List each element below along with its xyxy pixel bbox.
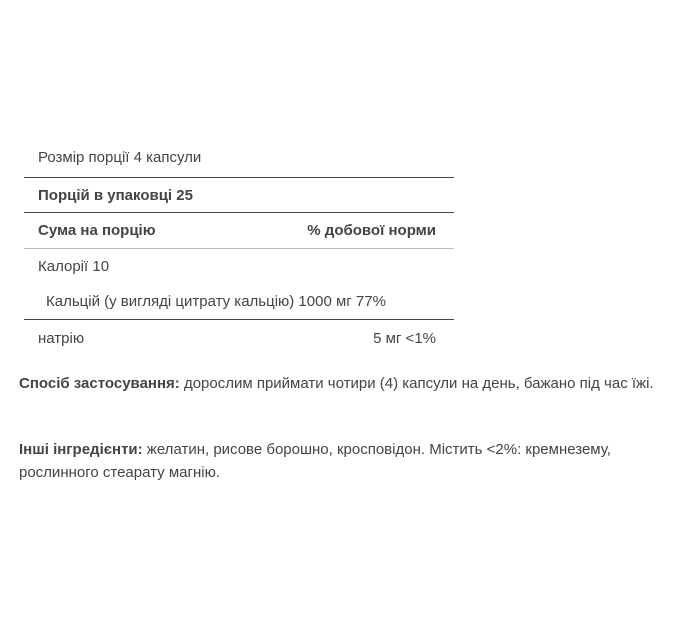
directions-paragraph (19, 372, 659, 395)
calories-row (24, 249, 454, 284)
sodium-row (24, 320, 454, 356)
calcium-text: Кальцій (у вигляді цитрату кальцію) 1000 мг 77% (46, 293, 386, 310)
calcium-row (24, 284, 454, 320)
daily-value-label: % добової норми (307, 222, 436, 239)
sodium-name: натрію (38, 329, 85, 347)
amount-per-serving-label: Сума на порцію (38, 222, 156, 239)
ingredients-text: желатин, рисове борошно, кросповідон. Містить <2%: кремнезему, рослинного стеарату магнію. (19, 441, 611, 481)
directions-label: Спосіб застосування: (19, 375, 180, 392)
serving-size-row (24, 137, 454, 178)
servings-per-container-text: Порцій в упаковці 25 (38, 186, 193, 204)
ingredients-paragraph (19, 438, 659, 484)
supplement-facts-table (24, 137, 454, 356)
calories-text: Калорії 10 (38, 258, 110, 275)
serving-size-text: Розмір порції 4 капсули (38, 148, 202, 166)
servings-per-container-row (24, 178, 454, 213)
table-header-row (24, 213, 454, 249)
ingredients-label: Інші інгредієнти: (19, 441, 143, 458)
directions-text: дорослим приймати чотири (4) капсули на день, бажано під час їжі. (179, 375, 654, 392)
sodium-value: 5 мг <1% (373, 329, 436, 347)
